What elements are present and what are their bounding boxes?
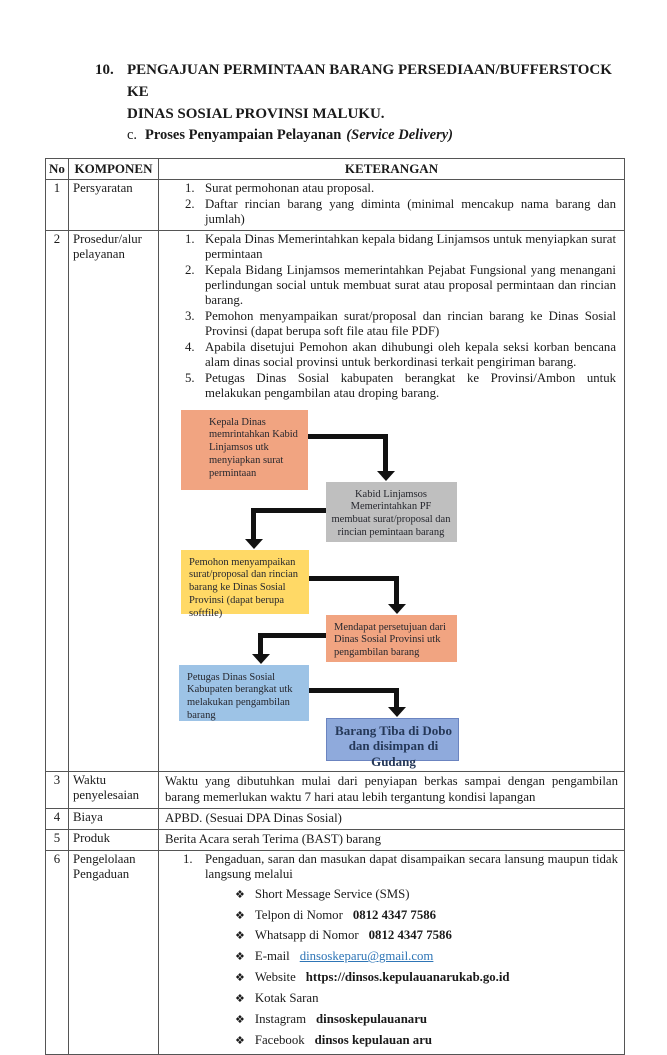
diamond-bullet-icon: ❖ — [235, 908, 245, 922]
contact-label: E-mail — [254, 949, 290, 964]
section-title-line2: DINAS SOSIAL PROVINSI MALUKU. — [127, 105, 385, 122]
table-row — [46, 829, 625, 850]
row3-komponen: Waktu penyelesaian — [69, 771, 159, 808]
contact-label: Facebook — [254, 1032, 305, 1047]
row2-keterangan — [159, 230, 625, 771]
connector-arrow-5 — [394, 688, 399, 708]
complaint-intro — [163, 852, 620, 883]
header-komponen: KOMPONEN — [69, 159, 159, 180]
list-text: Surat permohonan atau proposal. — [205, 181, 375, 196]
list-item — [163, 181, 620, 196]
contact-item-phone — [235, 908, 620, 923]
contact-item-sms — [235, 887, 620, 902]
row6-komponen: Pengelolaan Pengaduan — [69, 850, 159, 1055]
title-block — [0, 0, 667, 144]
row1-keterangan — [159, 180, 625, 230]
section-heading — [95, 60, 627, 125]
row5-komponen: Produk — [69, 829, 159, 850]
flow-box-6: Barang Tiba di Dobo dan disimpan di Gudang — [326, 718, 459, 761]
contact-item-suggestion-box — [235, 991, 620, 1006]
flow-box-2: Kabid Linjamsos Memerintahkan PF membuat surat/proposal dan rincian pemintaan barang — [326, 482, 457, 542]
connector-arrow-5 — [309, 688, 399, 693]
list-text: Daftar rincian barang yang diminta (minimal mencakup nama barang dan jumlah) — [205, 197, 616, 227]
connector-arrow-2 — [251, 508, 326, 513]
connector-arrow-4 — [258, 633, 326, 638]
service-delivery-table — [45, 158, 625, 1055]
contact-label: Website — [254, 970, 296, 985]
diamond-bullet-icon: ❖ — [235, 1033, 245, 1047]
list-item — [163, 197, 620, 227]
list-number: 1. — [183, 851, 193, 866]
list-text: Kepala Bidang Linjamsos memerintahkan Pejabat Fungsional yang menangani perlindungan social untuk membuat surat atau proposal permintaan dan rincian barang. — [205, 262, 616, 307]
process-flowchart — [163, 408, 620, 770]
row1-komponen: Persyaratan — [69, 180, 159, 230]
header-no: No — [46, 159, 69, 180]
diamond-bullet-icon: ❖ — [235, 971, 245, 985]
row3-keterangan — [159, 771, 625, 808]
row3-text: Waktu yang dibutuhkan mulai dari penyiapan berkas sampai dengan pengambilan barang memerlukan waktu 7 hari atau lebih tergantung kondisi lapangan — [165, 773, 618, 804]
arrowhead-down-icon — [377, 471, 395, 481]
contact-item-website — [235, 970, 620, 985]
connector-arrow-1 — [383, 434, 388, 472]
email-link[interactable]: dinsoskeparu@gmail.com — [299, 949, 434, 964]
row2-komponen: Prosedur/alur pelayanan — [69, 230, 159, 771]
contact-item-instagram — [235, 1012, 620, 1027]
contact-value: dinsos kepulauan aru — [314, 1032, 432, 1047]
header-keterangan: KETERANGAN — [159, 159, 625, 180]
arrowhead-down-icon — [245, 539, 263, 549]
flow-box-3: Pemohon menyampaikan surat/proposal dan rincian barang ke Dinas Sosial Provinsi (dapat berupa softfile) — [181, 550, 309, 614]
contact-label: Short Message Service (SMS) — [254, 886, 410, 901]
diamond-bullet-icon: ❖ — [235, 929, 245, 943]
row4-keterangan — [159, 808, 625, 829]
row4-no: 4 — [46, 808, 69, 829]
row1-no: 1 — [46, 180, 69, 230]
connector-arrow-3 — [309, 576, 399, 581]
table-row — [46, 771, 625, 808]
row2-no: 2 — [46, 230, 69, 771]
contact-value: 0812 4347 7586 — [352, 907, 437, 922]
table-row — [46, 850, 625, 1055]
arrowhead-down-icon — [388, 604, 406, 614]
list-number: 2. — [185, 262, 195, 277]
list-text: Apabila disetujui Pemohon akan dihubungi oleh kepala seksi korban bencana alam dinas social provinsi untuk berkordinasi terkait pengiriman barang. — [205, 340, 616, 370]
diamond-bullet-icon: ❖ — [235, 887, 245, 901]
section-title — [127, 60, 627, 125]
table-header-row — [46, 159, 625, 180]
contact-item-facebook — [235, 1033, 620, 1048]
list-number: 5. — [185, 371, 195, 386]
list-number: 1. — [185, 231, 195, 246]
list-item — [163, 371, 620, 401]
connector-arrow-1 — [308, 434, 388, 439]
row3-no: 3 — [46, 771, 69, 808]
contact-value: dinsoskepulauanaru — [316, 1011, 428, 1026]
list-text: Petugas Dinas Sosial kabupaten berangkat ke Provinsi/Ambon untuk melakukan pengambilan atau droping barang. — [205, 371, 616, 401]
row4-komponen: Biaya — [69, 808, 159, 829]
list-text: Kepala Dinas Memerintahkan kepala bidang Linjamsos untuk menyiapkan surat permintaan — [205, 231, 616, 261]
contact-item-email — [235, 949, 620, 964]
list-number: 3. — [185, 309, 195, 323]
arrowhead-down-icon — [252, 654, 270, 664]
list-item — [163, 340, 620, 370]
arrowhead-down-icon — [388, 707, 406, 717]
diamond-bullet-icon: ❖ — [235, 950, 245, 964]
contact-value: 0812 4347 7586 — [368, 928, 452, 943]
contact-label: Kotak Saran — [254, 990, 319, 1005]
section-title-line1: PENGAJUAN PERMINTAAN BARANG PERSEDIAAN/BUFFERSTOCK KE — [127, 62, 612, 100]
subsection-heading — [127, 127, 627, 144]
row6-no: 6 — [46, 850, 69, 1055]
contact-item-whatsapp — [235, 928, 620, 943]
contact-value: https://dinsos.kepulauanarukab.go.id — [305, 970, 510, 985]
table-row — [46, 808, 625, 829]
connector-arrow-4 — [258, 633, 263, 655]
row4-text: APBD. (Sesuai DPA Dinas Sosial) — [165, 810, 342, 825]
list-number: 1. — [185, 181, 195, 196]
flow-box-1: Kepala Dinas memrintahkan Kabid Linjamsos utk menyiapkan surat permintaan — [181, 410, 308, 490]
row6-keterangan — [159, 850, 625, 1055]
list-item — [163, 263, 620, 308]
section-number: 10. — [95, 62, 114, 78]
list-text: Pemohon menyampaikan surat/proposal dan rincian barang ke Dinas Sosial Provinsi (dapat berupa soft file atau file PDF) — [205, 309, 616, 339]
contact-label: Whatsapp di Nomor — [254, 928, 359, 943]
flow-box-4: Mendapat persetujuan dari Dinas Sosial Provinsi utk pengambilan barang — [326, 615, 457, 662]
table-row — [46, 230, 625, 771]
row5-keterangan — [159, 829, 625, 850]
list-text: Pengaduan, saran dan masukan dapat disampaikan secara lansung maupun tidak langsung melalui — [205, 851, 618, 882]
contact-label: Telpon di Nomor — [254, 907, 343, 922]
row5-no: 5 — [46, 829, 69, 850]
row5-text: Berita Acara serah Terima (BAST) barang — [165, 831, 381, 846]
contact-label: Instagram — [254, 1011, 307, 1026]
list-item — [163, 232, 620, 262]
diamond-bullet-icon: ❖ — [235, 1012, 245, 1026]
list-item — [163, 309, 620, 339]
diamond-bullet-icon: ❖ — [235, 991, 245, 1005]
subsection-title: Proses Penyampaian Pelayanan — [145, 127, 342, 144]
subsection-title-italic: (Service Delivery) — [346, 127, 453, 144]
subsection-letter: c. — [127, 127, 138, 144]
connector-arrow-3 — [394, 576, 399, 605]
flow-box-5: Petugas Dinas Sosial Kabupaten berangkat utk melakukan pengambilan barang — [179, 665, 309, 721]
list-number: 4. — [185, 340, 195, 355]
connector-arrow-2 — [251, 508, 256, 540]
list-number: 2. — [185, 197, 195, 212]
table-row — [46, 180, 625, 230]
